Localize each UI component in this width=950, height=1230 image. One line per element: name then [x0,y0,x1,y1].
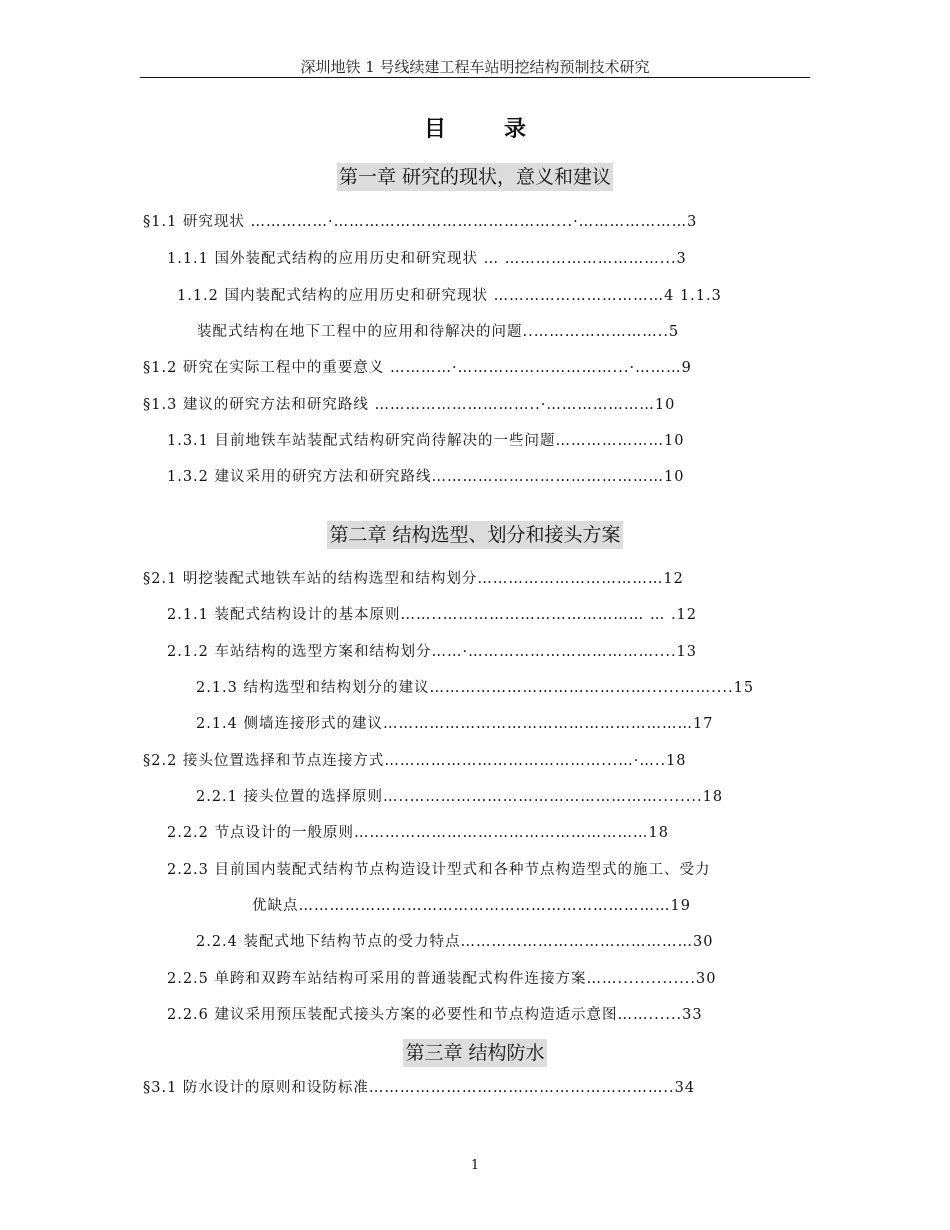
toc-entry[interactable]: 2.2.1 接头位置的选择原则…..…………………………………………........18 [196,789,724,805]
toc-entry[interactable]: §1.1 研究现状 ……………·……………………………………....·…………………3 [143,214,698,230]
toc-entry[interactable]: 2.1.2 车站结构的选型方案和结构划分……·………………………………....13 [167,644,697,660]
toc-entry[interactable]: 1.3.1 目前地铁车站装配式结构研究尚待解决的一些问题…………………10 [167,433,685,449]
toc-entry[interactable]: 2.2.3 目前国内装配式结构节点构造设计型式和各种节点构造型式的施工、受力 [167,862,711,878]
toc-entry[interactable]: §2.2 接头位置选择和节点连接方式……………………………………...…·…..18 [143,753,687,769]
toc-entry[interactable]: 2.2.2 节点设计的一般原则…………………………………………………18 [167,825,669,841]
page-number: 1 [470,1158,480,1173]
toc-entry[interactable]: 1.3.2 建议采用的研究方法和研究路线………………………………………10 [167,469,685,485]
header-rule [140,77,810,78]
chapter-heading [140,163,810,191]
toc-entry[interactable]: 装配式结构在地下工程中的应用和待解决的问题..……………………..5 [197,324,680,340]
chapter-2-title: 第二章 结构选型、划分和接头方案 [327,521,622,549]
chapter-heading [140,521,810,549]
toc-entry[interactable]: §1.2 研究在实际工程中的重要意义 …………·…………………………...·………9 [143,360,692,376]
toc-entry[interactable]: 2.1.1 装配式结构设计的基本原则……..………………………………… … .12 [167,607,697,623]
toc-entry[interactable]: §3.1 防水设计的原则和设防标准…………………………………………………..34 [143,1080,696,1096]
toc-entry[interactable]: 优缺点………………………………………………………………19 [252,898,691,914]
toc-entry[interactable]: §2.1 明挖装配式地铁车站的结构选型和结构划分………………………………12 [143,571,684,587]
toc-entry[interactable]: 2.1.3 结构选型和结构划分的建议……………………………………......……....15 [196,680,755,696]
toc-entry[interactable]: 2.2.4 装配式地下结构节点的受力特点………………………………………30 [196,934,714,950]
chapter-heading [140,1039,810,1067]
toc-title: 目录 [423,116,584,142]
toc-entry[interactable]: 2.1.4 侧墙连接形式的建议……………………………………………………17 [196,716,714,732]
toc-entry[interactable]: 2.2.6 建议采用预压装配式接头方案的必要性和节点构造适示意图……......33 [167,1007,703,1023]
chapter-1-title: 第一章 研究的现状，意义和建议 [337,163,613,191]
chapter-3-title: 第三章 结构防水 [403,1039,546,1067]
toc-entry[interactable]: 1.1.2 国内装配式结构的应用历史和研究现状 ……………………………4 1.1.3 [177,288,722,304]
running-header: 深圳地铁 1 号线续建工程车站明挖结构预制技术研究 [300,58,650,76]
toc-entry[interactable]: 1.1.1 国外装配式结构的应用历史和研究现状 … …………………………...3 [167,251,687,267]
toc-entry[interactable]: 2.2.5 单跨和双跨车站结构可采用的普通装配式构件连接方案……..............30 [167,971,717,987]
toc-entry[interactable]: §1.3 建议的研究方法和研究路线 …………………………..·…………………10 [143,397,676,413]
